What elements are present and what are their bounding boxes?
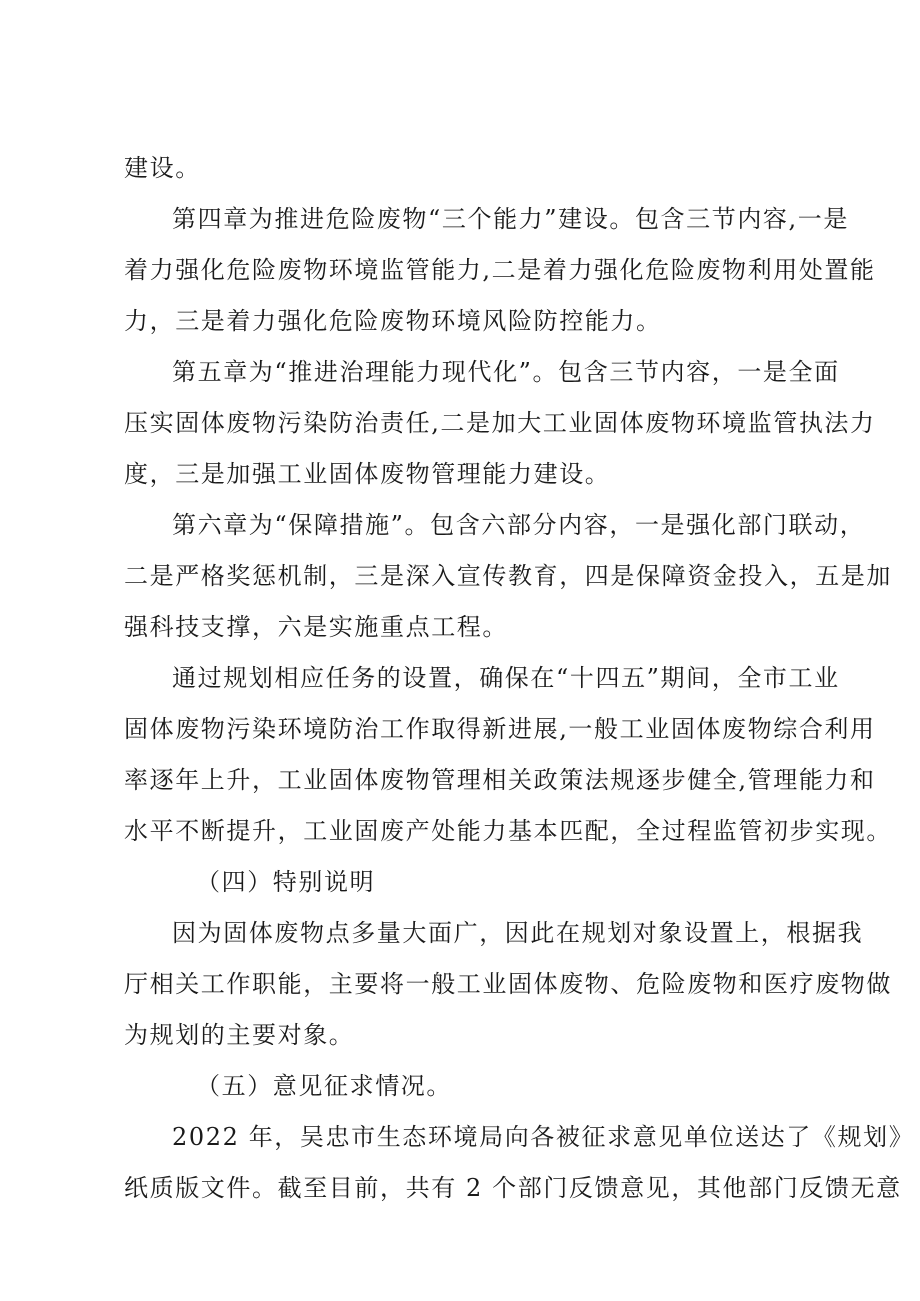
text-line: 第五章为“推进治理能力现代化”。包含三节内容，一是全面 xyxy=(172,358,840,386)
text-line: 率逐年上升，工业固体废物管理相关政策法规逐步健全,管理能力和 xyxy=(124,766,876,794)
text-line: 度，三是加强工业固体废物管理能力建设。 xyxy=(124,460,611,488)
section-heading: （四）特别说明 xyxy=(196,868,376,896)
section-heading: （五）意见征求情况。 xyxy=(196,1072,452,1100)
text-line: 为规划的主要对象。 xyxy=(124,1021,355,1049)
text-line: 通过规划相应任务的设置，确保在“十四五”期间，全市工业 xyxy=(172,664,840,692)
text-line: 因为固体废物点多量大面广，因此在规划对象设置上，根据我 xyxy=(172,919,864,947)
text-line: 纸质版文件。截至目前，共有 2 个部门反馈意见，其他部门反馈无意 xyxy=(124,1174,902,1202)
text-line: 厅相关工作职能，主要将一般工业固体废物、危险废物和医疗废物做 xyxy=(124,970,892,998)
text-line: 第六章为“保障措施”。包含六部分内容，一是强化部门联动， xyxy=(172,511,866,539)
text-line: 第四章为推进危险废物“三个能力”建设。包含三节内容,一是 xyxy=(172,205,849,233)
text-line: 固体废物污染环境防治工作取得新进展,一般工业固体废物综合利用 xyxy=(124,715,876,743)
text-line: 力，三是着力强化危险废物环境风险防控能力。 xyxy=(124,307,662,335)
text-line: 着力强化危险废物环境监管能力,二是着力强化危险废物利用处置能 xyxy=(124,256,876,284)
text-line: 强科技支撑，六是实施重点工程。 xyxy=(124,613,508,641)
text-line: 水平不断提升，工业固废产处能力基本匹配，全过程监管初步实现。 xyxy=(124,817,892,845)
text-line: 压实固体废物污染防治责任,二是加大工业固体废物环境监管执法力 xyxy=(124,409,876,437)
text-line: 建设。 xyxy=(124,154,201,182)
text-line: 2022 年，吴忠市生态环境局向各被征求意见单位送达了《规划》 xyxy=(172,1123,915,1151)
text-line: 二是严格奖惩机制，三是深入宣传教育，四是保障资金投入，五是加 xyxy=(124,562,892,590)
